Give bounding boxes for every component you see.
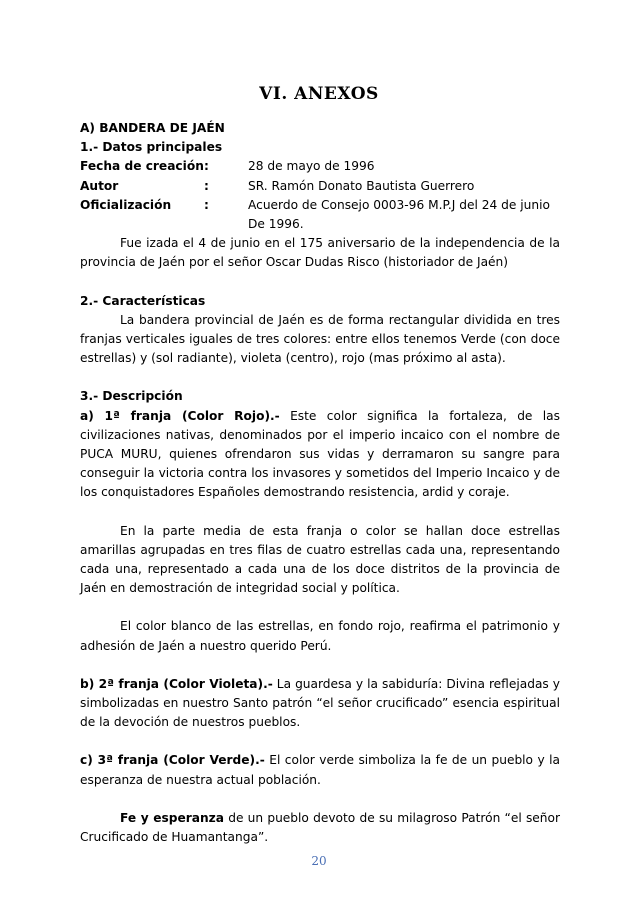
franja-verde-paragraph xyxy=(80,751,560,789)
data-row-fecha xyxy=(80,157,560,176)
franja-violeta-label: b) 2ª franja (Color Violeta).- xyxy=(80,676,273,691)
data-row-value: Acuerdo de Consejo 0003-96 M.P.J del 24 de junio xyxy=(248,197,550,212)
franja-roja-text: Este color significa la fortaleza, de las civilizaciones nativas, denominados por el imperio incaico con el nombre de PUCA MURU, quienes ofrendaron sus vidas y derramaron su sangre para conseguir la victoria contra los invasores y sometidos del Imperio Incaico y de los conquistadores Españoles demostrando resistencia, ardid y coraje. xyxy=(80,408,561,500)
data-row-label: Autor xyxy=(80,178,119,193)
franja-violeta-text: La guardesa y la sabiduría: Divina reflejadas y simbolizadas en nuestro Santo patrón “el señor crucificado” esencia espiritual de la devoción de nuestros pueblos. xyxy=(80,676,560,730)
fe-esperanza-text: de un pueblo devoto de su milagroso Patrón “el señor Crucificado de Huamantanga”. xyxy=(80,810,560,845)
data-row-oficializacion xyxy=(80,196,560,215)
franja-violeta-paragraph xyxy=(80,675,560,733)
franja-roja-label: a) 1ª franja (Color Rojo).- xyxy=(80,408,280,423)
data-row-autor xyxy=(80,177,560,196)
franja-verde-text: El color verde simboliza la fe de un pueblo y la esperanza de nuestra actual población. xyxy=(80,753,560,787)
page-title: VI. ANEXOS xyxy=(259,84,379,104)
fe-esperanza-paragraph xyxy=(80,809,560,847)
color-blanco-paragraph: El color blanco de las estrellas, en fondo rojo, reafirma el patrimonio y adhesión de Jaén a nuestro querido Perú. xyxy=(80,619,560,653)
data-row-value: De 1996. xyxy=(248,217,304,232)
data-row-separator: : xyxy=(204,197,209,212)
section-a-heading: A) BANDERA DE JAÉN xyxy=(80,121,225,135)
page-number: 20 xyxy=(311,854,327,868)
data-row-value: SR. Ramón Donato Bautista Guerrero xyxy=(248,178,475,193)
franja-roja-paragraph xyxy=(80,407,560,503)
descripcion-heading: 3.- Descripción xyxy=(80,389,183,404)
data-row-label: Fecha de creación xyxy=(80,159,204,174)
franja-verde-label: c) 3ª franja (Color Verde).- xyxy=(80,753,265,768)
data-row-separator: : xyxy=(204,178,209,193)
estrellas-paragraph: En la parte media de esta franja o color se hallan doce estrellas amarillas agrupadas en tres filas de cuatro estrellas cada una, representando cada una, representado a cada una de los doce distritos de la provincia de Jaén en demostración de integridad social y política. xyxy=(80,523,560,596)
caracteristicas-heading: 2.- Características xyxy=(80,293,206,308)
data-row-label: Oficialización xyxy=(80,197,172,212)
caracteristicas-paragraph: La bandera provincial de Jaén es de forma rectangular dividida en tres franjas verticales iguales de tres colores: entre ellos tenemos Verde (con doce estrellas) y (sol radiante), violeta (centro), rojo (mas próximo al asta). xyxy=(80,312,560,366)
data-row-value: 28 de mayo de 1996 xyxy=(248,159,375,174)
data-row-separator: : xyxy=(204,159,209,174)
izada-paragraph: Fue izada el 4 de junio en el 175 aniversario de la independencia de la provincia de Jaén por el señor Oscar Dudas Risco (historiador de Jaén) xyxy=(80,236,560,270)
fe-esperanza-label: Fe y esperanza xyxy=(120,810,224,825)
data-row-continuation xyxy=(80,215,560,234)
document-body xyxy=(80,119,560,847)
datos-principales-heading: 1.- Datos principales xyxy=(80,140,223,155)
